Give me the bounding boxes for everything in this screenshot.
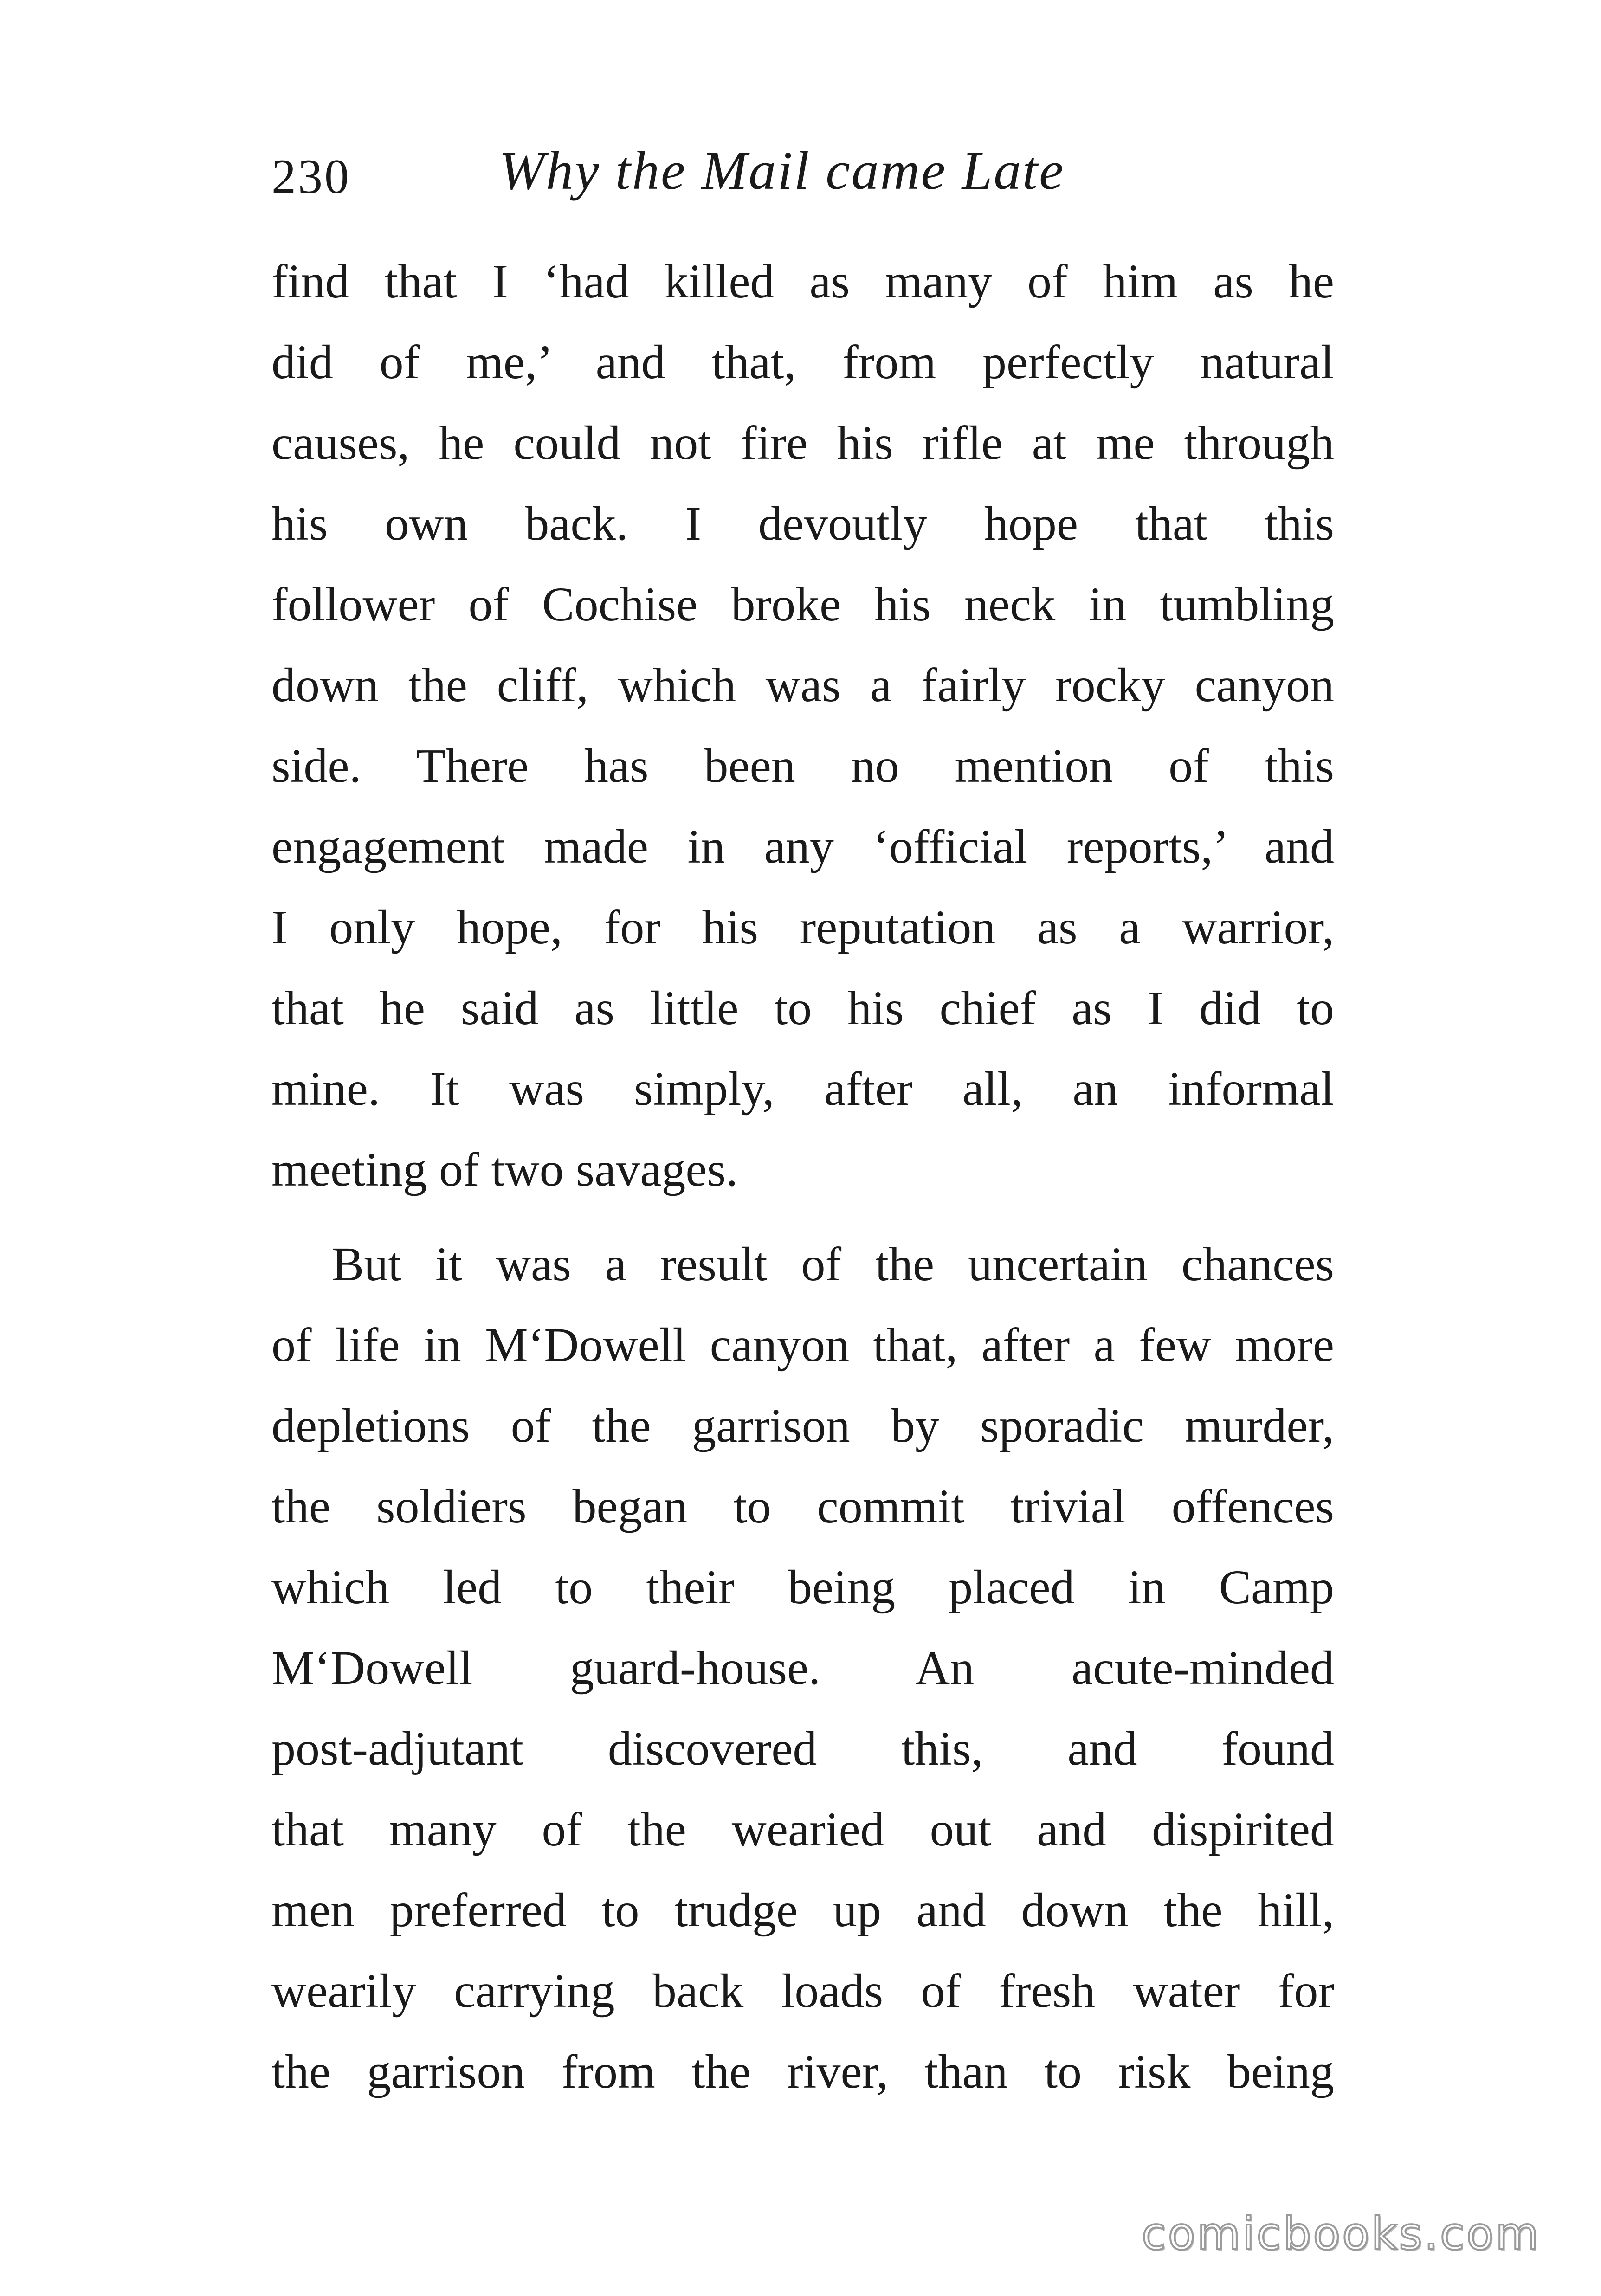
text-line: of life in M‘Dowell canyon that, after a few more [271, 1318, 1334, 1372]
text-line: the soldiers began to commit trivial offences [271, 1480, 1334, 1533]
text-line: that many of the wearied out and dispirited [271, 1803, 1334, 1856]
watermark: comicbooks.com [1141, 2208, 1541, 2260]
text-line: that he said as little to his chief as I did to [271, 981, 1334, 1035]
paragraph [271, 1224, 1334, 2112]
text-line: engagement made in any ‘official reports,’ and [271, 820, 1334, 873]
text-line: the garrison from the river, than to risk being [271, 2045, 1334, 2098]
running-head [271, 139, 1339, 213]
text-line: I only hope, for his reputation as a warrior, [271, 901, 1334, 954]
text-line: wearily carrying back loads of fresh water for [271, 1964, 1334, 2018]
running-title: Why the Mail came Late [499, 140, 1065, 201]
body-text [271, 241, 1334, 2112]
text-line: But it was a result of the uncertain chances [332, 1238, 1334, 1291]
text-line: side. There has been no mention of this [271, 739, 1334, 793]
text-line: post-adjutant discovered this, and found [271, 1722, 1334, 1775]
text-line: did of me,’ and that, from perfectly natural [271, 335, 1334, 389]
paragraph-gap [271, 1210, 1334, 1224]
text-line: M‘Dowell guard-house. An acute-minded [271, 1641, 1334, 1695]
text-line: down the cliff, which was a fairly rocky canyon [271, 658, 1334, 712]
text-line: mine. It was simply, after all, an informal [271, 1062, 1334, 1116]
text-line: meeting of two savages. [271, 1143, 738, 1196]
page-number: 230 [271, 149, 351, 204]
text-line: his own back. I devoutly hope that this [271, 497, 1334, 550]
text-line: men preferred to trudge up and down the hill, [271, 1883, 1334, 1937]
text-line: follower of Cochise broke his neck in tumbling [271, 578, 1334, 631]
text-line: depletions of the garrison by sporadic murder, [271, 1399, 1334, 1452]
text-line: causes, he could not fire his rifle at me through [271, 416, 1334, 470]
paragraph [271, 241, 1334, 1210]
text-line: find that I ‘had killed as many of him as he [271, 255, 1334, 308]
text-line: which led to their being placed in Camp [271, 1561, 1334, 1614]
